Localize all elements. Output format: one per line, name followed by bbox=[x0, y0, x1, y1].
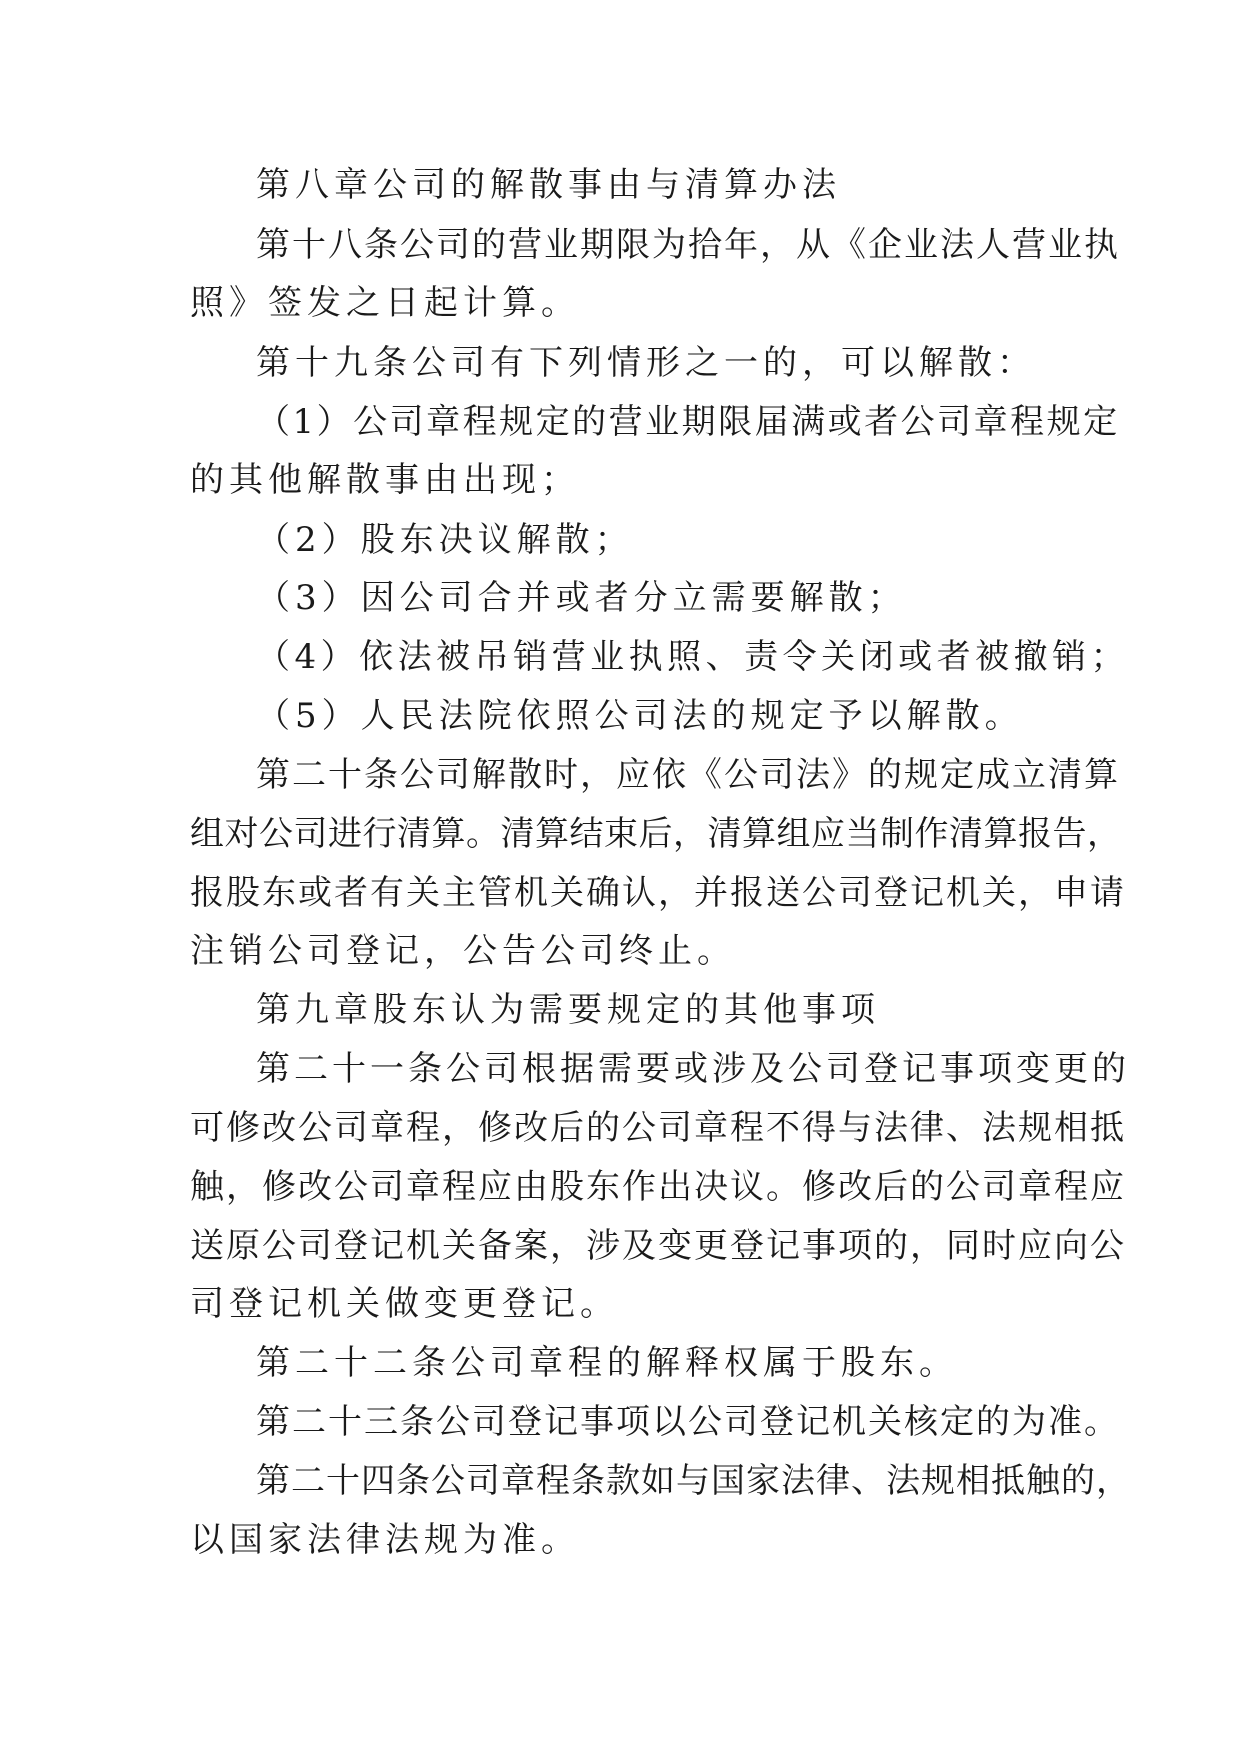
article-19-item-5: （5）人民法院依照公司法的规定予以解散。 bbox=[256, 696, 1024, 736]
article-19-line-1: 第十九条公司有下列情形之一的，可以解散： bbox=[256, 343, 1036, 383]
article-20-line-1: 第二十条公司解散时，应依《公司法》的规定成立清算 bbox=[256, 755, 1120, 795]
article-20-line-3: 报股东或者有关主管机关确认，并报送公司登记机关，申请 bbox=[190, 873, 1126, 913]
article-21-line-1: 第二十一条公司根据需要或涉及公司登记事项变更的 bbox=[256, 1049, 1130, 1089]
article-21-line-5: 司登记机关做变更登记。 bbox=[190, 1284, 619, 1324]
article-19-item-4: （4）依法被吊销营业执照、责令关闭或者被撤销； bbox=[256, 637, 1130, 677]
article-22: 第二十二条公司章程的解释权属于股东。 bbox=[256, 1343, 958, 1383]
chapter-8-heading: 第八章公司的解散事由与清算办法 bbox=[256, 165, 841, 205]
article-18-line-2: 照》签发之日起计算。 bbox=[190, 283, 580, 323]
article-19-item-3: （3）因公司合并或者分立需要解散； bbox=[256, 578, 907, 618]
article-19-item-2: （2）股东决议解散； bbox=[256, 520, 634, 560]
article-24-line-1: 第二十四条公司章程条款如与国家法律、法规相抵触的， bbox=[256, 1461, 1131, 1501]
article-20-line-4: 注销公司登记，公告公司终止。 bbox=[190, 931, 736, 971]
article-23: 第二十三条公司登记事项以公司登记机关核定的为准。 bbox=[256, 1402, 1120, 1442]
article-19-item-1-line-1: （1）公司章程规定的营业期限届满或者公司章程规定 bbox=[256, 402, 1120, 442]
article-21-line-4: 送原公司登记机关备案，涉及变更登记事项的，同时应向公 bbox=[190, 1226, 1126, 1266]
article-21-line-2: 可修改公司章程，修改后的公司章程不得与法律、法规相抵 bbox=[190, 1108, 1126, 1148]
article-24-line-2: 以国家法律法规为准。 bbox=[190, 1520, 580, 1560]
article-18-line-1: 第十八条公司的营业期限为拾年，从《企业法人营业执 bbox=[256, 225, 1120, 265]
chapter-9-heading: 第九章股东认为需要规定的其他事项 bbox=[256, 990, 880, 1030]
article-20-line-2: 组对公司进行清算。清算结束后，清算组应当制作清算报告， bbox=[190, 814, 1122, 854]
article-19-item-1-line-2: 的其他解散事由出现； bbox=[190, 460, 580, 500]
article-21-line-3: 触，修改公司章程应由股东作出决议。修改后的公司章程应 bbox=[190, 1167, 1126, 1207]
